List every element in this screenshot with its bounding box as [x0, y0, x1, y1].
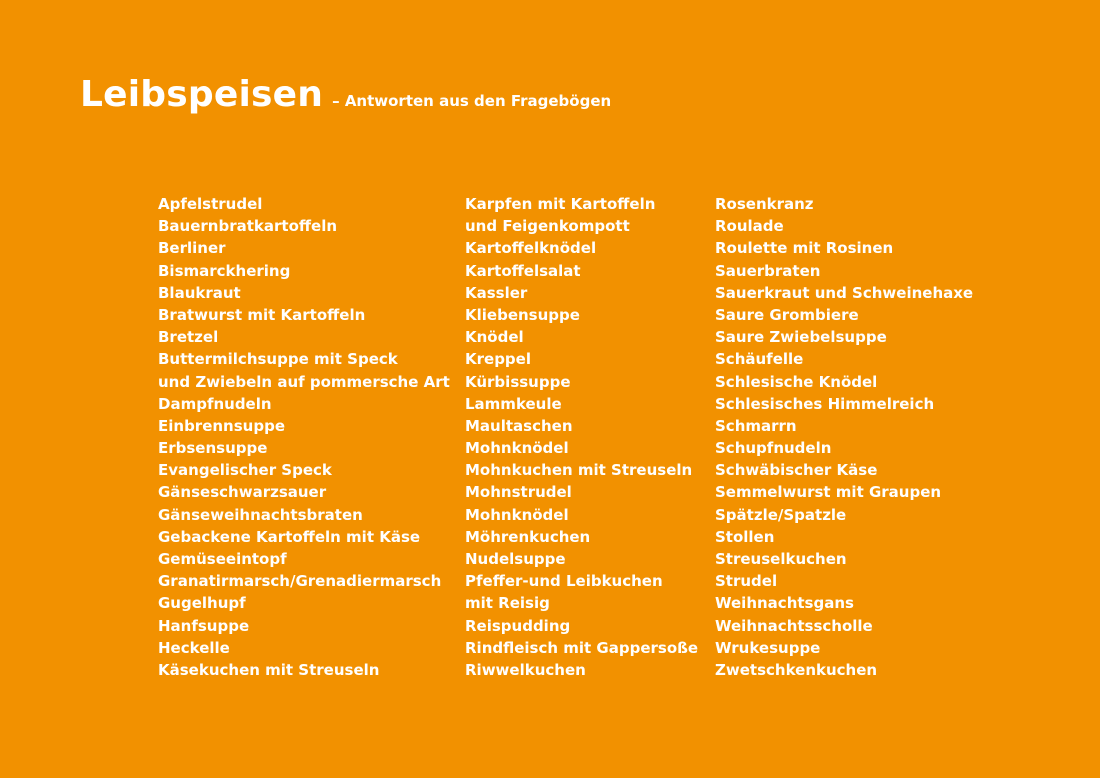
list-item: Evangelischer Speck — [158, 461, 332, 480]
list-item: Streuselkuchen — [715, 550, 847, 568]
list-item: Berliner — [158, 239, 226, 258]
list-item: Knödel — [465, 328, 524, 347]
list-item: Blaukraut — [158, 283, 241, 302]
header — [80, 74, 611, 115]
list-item: Bismarckhering — [158, 261, 291, 280]
list-item: Saure Grombiere — [715, 305, 859, 324]
page-subtitle: – Antworten aus den Fragebögen — [332, 92, 612, 110]
list-item: Riwwelkuchen — [465, 660, 586, 679]
dish-list-column-3 — [715, 193, 973, 681]
list-item: Weihnachtsgans — [715, 594, 854, 613]
list-item: Rosenkranz — [715, 195, 814, 213]
list-item: Zwetschkenkuchen — [715, 660, 878, 679]
list-item: Wrukesuppe — [715, 638, 821, 657]
list-item: Rindfleisch mit Gappersoße — [465, 638, 699, 657]
list-item: Kartoffelsalat — [465, 261, 581, 280]
page-title: Leibspeisen — [80, 74, 324, 115]
list-item: Weihnachtsscholle — [715, 616, 873, 635]
list-item: Einbrennsuppe — [158, 416, 285, 435]
list-item: Heckelle — [158, 638, 230, 657]
list-item: Gänseweihnachtsbraten — [158, 505, 363, 524]
list-item: Karpfen mit Kartoffeln — [465, 195, 656, 213]
list-item: Stollen — [715, 527, 775, 546]
list-item: Reispudding — [465, 616, 571, 635]
list-item: Nudelsuppe — [465, 550, 566, 568]
list-item: Gänseschwarzsauer — [158, 483, 327, 502]
list-item: Lammkeule — [465, 394, 562, 413]
list-item: Apfelstrudel — [158, 195, 263, 213]
list-item: Kreppel — [465, 350, 531, 369]
list-item: Schlesische Knödel — [715, 372, 878, 391]
list-item: Schlesisches Himmelreich — [715, 394, 935, 413]
list-item: Schwäbischer Käse — [715, 461, 878, 480]
list-item: Kassler — [465, 283, 528, 302]
list-item: Mohnknödel — [465, 505, 569, 524]
list-item: Bratwurst mit Kartoffeln — [158, 305, 366, 324]
list-item: Möhrenkuchen — [465, 527, 591, 546]
list-item: Hanfsuppe — [158, 616, 250, 635]
list-item: Schupfnudeln — [715, 439, 832, 458]
list-item: Gemüseeintopf — [158, 550, 287, 568]
list-item: Maultaschen — [465, 416, 573, 435]
list-item: Semmelwurst mit Graupen — [715, 483, 942, 502]
list-item: Sauerbraten — [715, 261, 821, 280]
list-item: mit Reisig — [465, 594, 550, 613]
list-item: und Feigenkompott — [465, 217, 630, 236]
list-item: Schäufelle — [715, 350, 804, 369]
list-item: Mohnknödel — [465, 439, 569, 458]
list-item: Käsekuchen mit Streuseln — [158, 660, 380, 679]
list-item: Gugelhupf — [158, 594, 246, 613]
list-item: Kartoffelknödel — [465, 239, 597, 258]
list-item: Bretzel — [158, 328, 219, 347]
list-item: Saure Zwiebelsuppe — [715, 328, 887, 347]
list-item: Pfeffer-und Leibkuchen — [465, 572, 663, 591]
list-item: Roulade — [715, 217, 784, 236]
dish-list-column-2 — [465, 193, 698, 681]
list-item: Sauerkraut und Schweinehaxe — [715, 283, 974, 302]
list-item: Roulette mit Rosinen — [715, 239, 894, 258]
dish-list-column-1 — [158, 193, 450, 681]
list-item: Schmarrn — [715, 416, 797, 435]
list-item: Bauernbratkartoffeln — [158, 217, 338, 236]
list-item: Spätzle/Spatzle — [715, 505, 847, 524]
list-item: Granatirmarsch/Grenadiermarsch — [158, 572, 442, 591]
list-item: Mohnstrudel — [465, 483, 572, 502]
list-item: Dampfnudeln — [158, 394, 272, 413]
list-item: Strudel — [715, 572, 778, 591]
list-item: Mohnkuchen mit Streuseln — [465, 461, 693, 480]
list-item: Buttermilchsuppe mit Speck — [158, 350, 398, 369]
list-item: Kürbissuppe — [465, 372, 571, 391]
list-item: und Zwiebeln auf pommersche Art — [158, 372, 450, 391]
list-item: Gebackene Kartoffeln mit Käse — [158, 527, 421, 546]
list-item: Kliebensuppe — [465, 305, 580, 324]
list-item: Erbsensuppe — [158, 439, 268, 458]
